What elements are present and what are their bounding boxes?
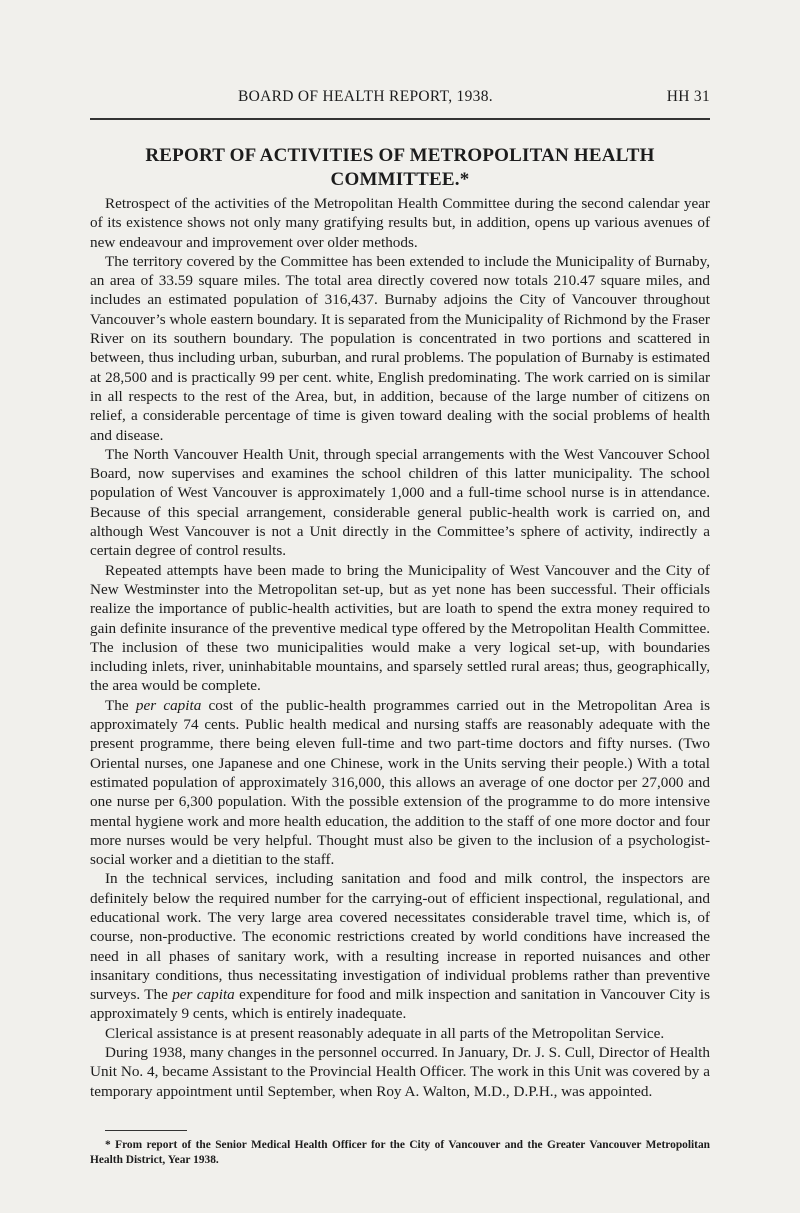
header-rule bbox=[90, 118, 710, 120]
paragraph-retrospect: Retrospect of the activities of the Metropolitan Health Committee during the second calendar year of its existence shows not only many gratifying results but, in addition, opens up various avenues of new endeavour and improvement over older methods. bbox=[90, 195, 710, 251]
footnote bbox=[90, 1138, 710, 1168]
page-number: HH 31 bbox=[666, 88, 710, 105]
paragraph-territory: The territory covered by the Committee has been extended to include the Municipality of Burnaby, an area of 33.59 square miles. The total area directly covered now totals 210.47 square miles, and includes an estimated population of 316,437. Burnaby adjoins the City of Vancouver throughout Vancouver’s whole eastern boundary. It is separated from the Municipality of Richmond by the Fraser River on its southern boundary. The population is concentrated in two portions and scattered in between, thus including urban, suburban, and rural problems. The population of Burnaby is estimated at 28,500 and is practically 99 per cent. white, English predominating. The work carried on is similar in all respects to the rest of the Area, but, in addition, because of the large number of citizens on relief, a considerable percentage of time is given toward dealing with the social problems of health and disease. bbox=[90, 252, 710, 444]
paragraph-north-vancouver: The North Vancouver Health Unit, through special arrangements with the West Vancouver School Board, now supervises and examines the school children of this latter municipality. The school population of West Vancouver is approximately 1,000 and a full-time school nurse is in attendance. Because of this special arrangement, considerable general public-health work is carried on, and although West Vancouver is not a Unit directly in the Committee’s sphere of activity, indirectly a certain degree of control results. bbox=[90, 445, 710, 560]
running-title: BOARD OF HEALTH REPORT, 1938. bbox=[238, 88, 493, 105]
paragraph-technical-services: In the technical services, including sanitation and food and milk control, the inspectors are definitely below the required number for the carrying-out of efficient inspectional, regulational, and educational work. The very large area covered necessitates considerable travel time, which is, of course, non-productive. The economic restrictions created by world conditions have increased the need in all phases of sanitary work, with a resulting increase in reported nuisances and other insanitary conditions, thus necessitating investigation of individual problems rather than preventive surveys. The per capita expenditure for food and milk inspection and sanitation in Vancouver City is approximately 9 cents, which is entirely inadequate. bbox=[90, 870, 710, 1023]
paragraph-clerical: Clerical assistance is at present reasonably adequate in all parts of the Metropolitan Service. bbox=[105, 1024, 665, 1042]
report-heading: REPORT OF ACTIVITIES OF METROPOLITAN HEALTH COMMITTEE.* bbox=[145, 145, 655, 190]
running-header bbox=[90, 88, 710, 112]
footnote-text: * From report of the Senior Medical Health Officer for the City of Vancouver and the Greater Vancouver Metropolitan Health District, Year 1938. bbox=[90, 1139, 710, 1166]
paragraph-personnel: During 1938, many changes in the personnel occurred. In January, Dr. J. S. Cull, Director of Health Unit No. 4, became Assistant to the Provincial Health Officer. The work in this Unit was covered by a temporary appointment until September, when Roy A. Walton, M.D., D.P.H., was appointed. bbox=[90, 1044, 710, 1100]
report-body bbox=[90, 194, 710, 1101]
paragraph-attempts: Repeated attempts have been made to bring the Municipality of West Vancouver and the City of New Westminster into the Metropolitan set-up, but as yet none has been successful. Their officials realize the importance of public-health activities, but are loath to spend the extra money required to gain definite insurance of the preventive medical type offered by the Metropolitan Health Committee. The inclusion of these two municipalities would make a very logical set-up, with boundaries including inlets, river, uninhabitable mountains, and sparsely settled rural areas; thus, geographically, the area would be complete. bbox=[90, 561, 710, 695]
footnote-rule bbox=[105, 1130, 187, 1131]
paragraph-per-capita-cost: The per capita cost of the public-health programmes carried out in the Metropolitan Area is approximately 74 cents. Public health medical and nursing staffs are reasonably adequate with the present programme, there being eleven full-time and two part-time doctors and fifty nurses. (Two Oriental nurses, one Japanese and one Chinese, work in the Units serving their people.) With a total estimated population of approximately 316,000, this allows an average of one doctor per 27,000 and one nurse per 6,300 population. With the possible extension of the programme to do more intensive mental hygiene work and more health education, the addition to the staff of one more doctor and four more nurses would be very helpful. Thought must also be given to the inclusion of a psychologist-social worker and a dietitian to the staff. bbox=[90, 696, 710, 869]
